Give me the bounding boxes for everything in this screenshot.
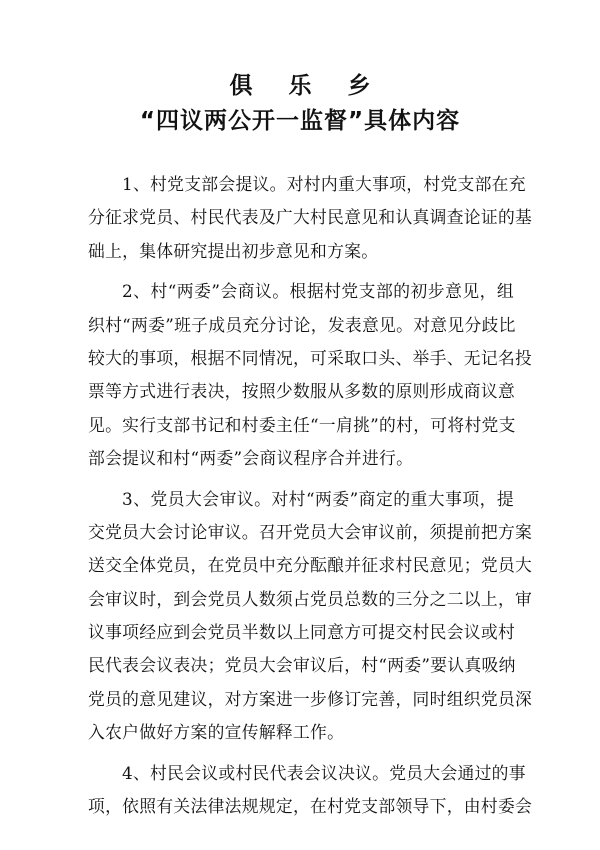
- paragraph-4-villager-resolution: [88, 757, 533, 824]
- text-line: 织村“两委”班子成员充分讨论，发表意见。对意见分歧比: [88, 314, 516, 335]
- text-line: 民代表会议表决；党员大会审议后，村“两委”要认真吸纳: [88, 655, 516, 676]
- text-line: 票等方式进行表决，按照少数服从多数的原则形成商议意: [88, 381, 516, 402]
- text-line: 党员的意见建议，对方案进一步修订完善，同时组织党员深: [88, 688, 533, 709]
- text-line: 送交全体党员，在党员中充分酝酿并征求村民意见；党员大: [88, 555, 533, 576]
- text-line: 3、党员大会审议。对村“两委”商定的重大事项，提: [122, 488, 514, 509]
- text-line: 入农户做好方案的宣传解释工作。: [88, 722, 345, 743]
- paragraph-1-party-branch-proposal: [88, 168, 533, 268]
- text-line: 1、村党支部会提议。对村内重大事项，村党支部在充: [122, 174, 526, 194]
- text-line: 项，依照有关法律法规规定，在村党支部领导下，由村委会: [88, 796, 533, 817]
- text-line: 2、村“两委”会商议。根据村党支部的初步意见，组: [122, 281, 514, 302]
- paragraph-2-two-committees-discussion: [88, 275, 533, 475]
- text-line: 见。实行支部书记和村委主任“一肩挑”的村，可将村党支: [88, 414, 516, 435]
- document-title-main: “四议两公开一监督”具体内容: [139, 108, 461, 134]
- text-line: 交党员大会讨论审议。召开党员大会审议前，须提前把方案: [88, 521, 533, 542]
- text-line: 4、村民会议或村民代表会议决议。党员大会通过的事: [122, 762, 526, 783]
- paragraph-3-party-member-review: [88, 483, 533, 750]
- document-body: [88, 168, 533, 830]
- text-line: 会审议时，到会党员人数须占党员总数的三分之二以上，审: [88, 588, 533, 609]
- text-line: 分征求党员、村民代表及广大村民意见和认真调查论证的基: [88, 207, 533, 228]
- text-line: 础上，集体研究提出初步意见和方案。: [88, 240, 379, 261]
- text-line: 较大的事项，根据不同情况，可采取口头、举手、无记名投: [88, 347, 533, 368]
- text-line: 部会提议和村“两委”会商议程序合并进行。: [88, 448, 414, 469]
- text-line: 议事项经应到会党员半数以上同意方可提交村民会议或村: [88, 622, 516, 643]
- document-title-township: 俱 乐 乡: [229, 73, 385, 99]
